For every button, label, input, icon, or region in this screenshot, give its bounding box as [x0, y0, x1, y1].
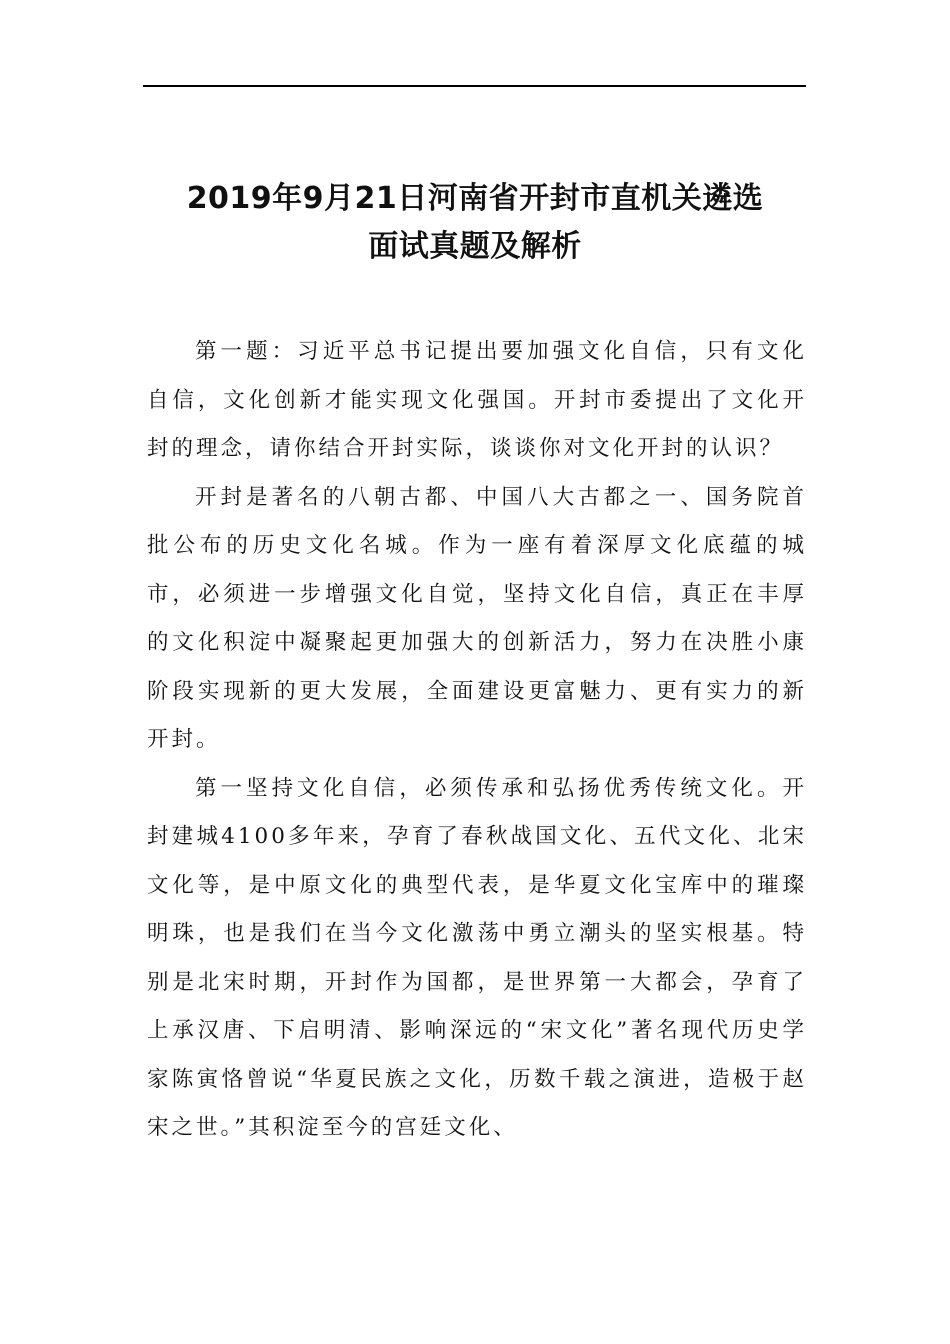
paragraph-point-one: 第一坚持文化自信，必须传承和弘扬优秀传统文化。开封建城4100多年来，孕育了春秋战国文化、五代文化、北宋文化等，是中原文化的典型代表，是华夏文化宝库中的璀璨明珠，也是我们在当今文化激荡中勇立潮头的坚实根基。特别是北宋时期，开封作为国都，是世界第一大都会，孕育了上承汉唐、下启明清、影响深远的“宋文化”著名现代历史学家陈寅恪曾说“华夏民族之文化，历数千载之演进，造极于赵宋之世。”其积淀至今的宫廷文化、 [147, 775, 807, 1140]
paragraph-intro: 开封是著名的八朝古都、中国八大古都之一、国务院首批公布的历史文化名城。作为一座有着深厚文化底蕴的城市，必须进一步增强文化自觉，坚持文化自信，真正在丰厚的文化积淀中凝聚起更加强大的创新活力，努力在决胜小康阶段实现新的更大发展，全面建设更富魅力、更有实力的新开封。 [147, 484, 807, 752]
document-body [147, 328, 807, 1153]
header-rule [143, 85, 806, 87]
title-line-2: 面试真题及解析 [368, 229, 582, 264]
title-line-1: 2019年9月21日河南省开封市直机关遴选 [186, 181, 764, 216]
document-title [120, 175, 830, 271]
paragraph-question: 第一题：习近平总书记提出要加强文化自信，只有文化自信，文化创新才能实现文化强国。开封市委提出了文化开封的理念，请你结合开封实际，谈谈你对文化开封的认识？ [147, 339, 807, 461]
